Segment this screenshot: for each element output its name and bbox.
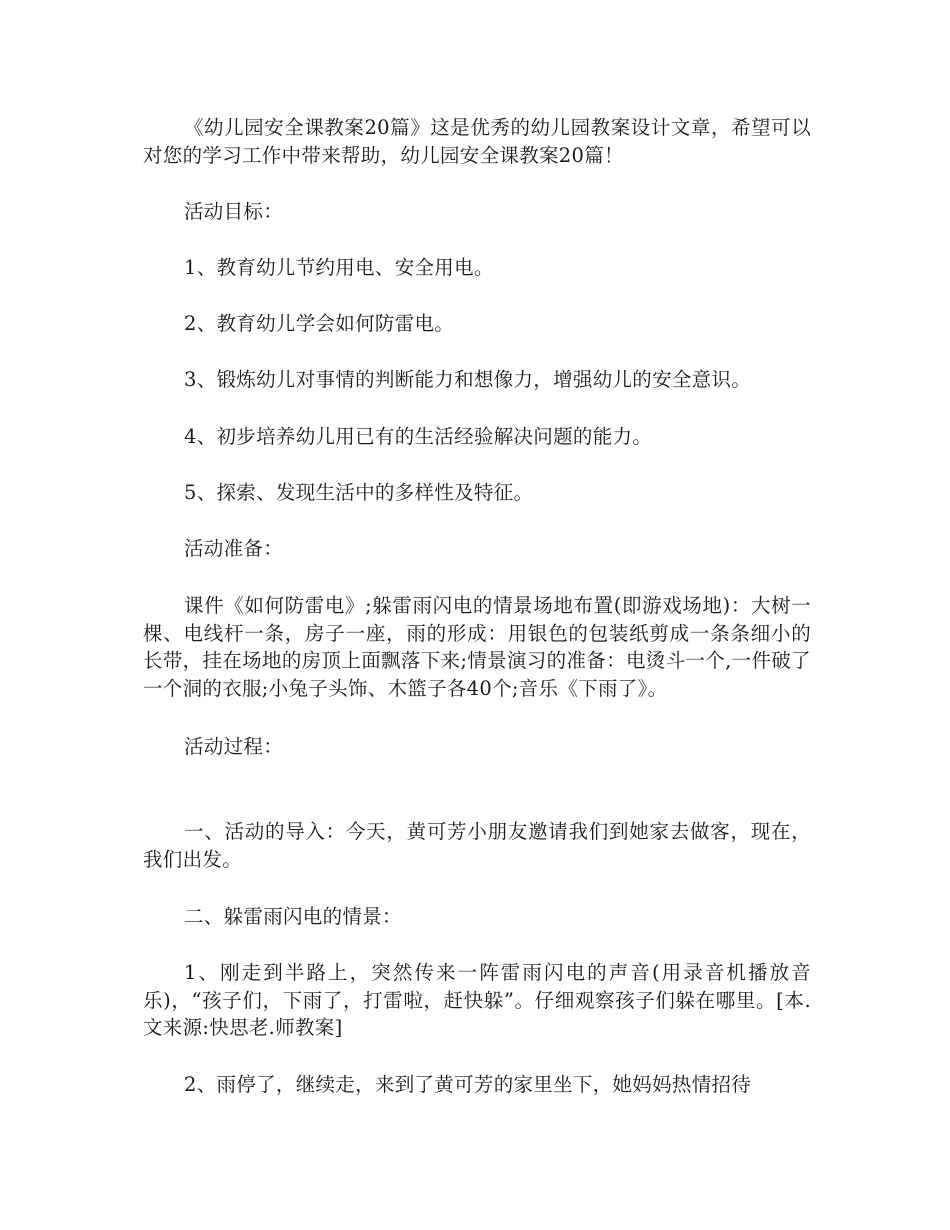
goal-item-1: 1、教育幼儿节约用电、安全用电。: [184, 256, 494, 279]
process-step-2-1: 1、刚走到半路上，突然传来一阵雷雨闪电的声音(用录音机播放音乐)，“孩子们，下雨了，打雷啦，赶快躲”。仔细观察孩子们躲在哪里。[本.文来源:快思老.师教案]: [143, 961, 811, 1039]
process-step-intro: 一、活动的导入：今天，黄可芳小朋友邀请我们到她家去做客，现在，我们出发。: [143, 820, 811, 871]
goal-item-3: 3、锻炼幼儿对事情的判断能力和想像力，增强幼儿的安全意识。: [184, 368, 752, 391]
process-step-heading-2: 二、躲雷雨闪电的情景：: [184, 905, 402, 928]
section-heading-process: 活动过程：: [184, 735, 284, 758]
goal-item-2: 2、教育幼儿学会如何防雷电。: [184, 312, 455, 335]
section-heading-goals: 活动目标：: [184, 200, 284, 223]
preparation-paragraph: 课件《如何防雷电》;躲雷雨闪电的情景场地布置(即游戏场地)：大树一棵、电线杆一条，房子一座，雨的形成：用银色的包装纸剪成一条条细小的长带，挂在场地的房顶上面飘落下来;情景演习的准备：电烫斗一个,一件破了一个洞的衣服;小兔子头饰、木篮子各40个;音乐《下雨了》。: [143, 594, 811, 700]
process-step-2-2: 2、雨停了，继续走，来到了黄可芳的家里坐下，她妈妈热情招待: [184, 1073, 752, 1096]
section-heading-preparation: 活动准备：: [184, 537, 284, 560]
intro-paragraph: 《幼儿园安全课教案20篇》这是优秀的幼儿园教案设计文章，希望可以对您的学习工作中带来帮助，幼儿园安全课教案20篇！: [143, 116, 811, 167]
goal-item-5: 5、探索、发现生活中的多样性及特征。: [184, 481, 534, 504]
goal-item-4: 4、初步培养幼儿用已有的生活经验解决问题的能力。: [184, 425, 653, 448]
